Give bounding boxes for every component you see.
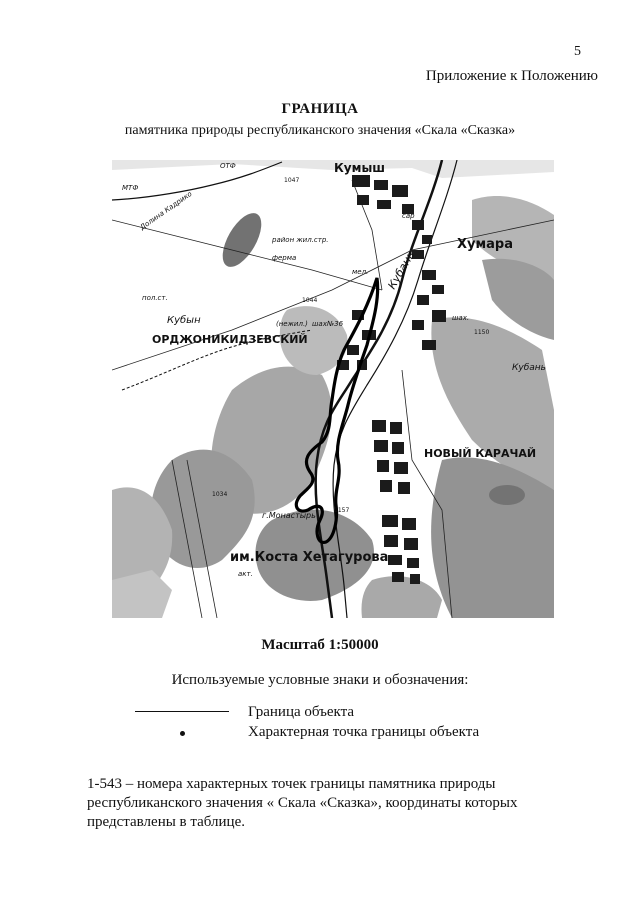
label-elev-1044: 1044 — [302, 297, 318, 304]
label-ferma: ферма — [272, 254, 297, 262]
label-elev-1047: 1047 — [284, 177, 300, 184]
label-kuban: Кубань — [385, 249, 418, 292]
label-shakh2: шах№36 — [312, 320, 344, 328]
label-sar: сар — [402, 212, 415, 220]
label-kosta-khetagurova: им.Коста Хетагурова — [230, 550, 389, 565]
page-number: 5 — [574, 44, 581, 59]
footnote: 1-543 – номера характерных точек границы памятника природы республиканского значения « Скала «Сказка», координаты которых представлены в таблице. — [87, 776, 518, 830]
label-elev-1157: 1157 — [334, 507, 350, 514]
label-rayon-zhil: район жил.стр. — [272, 236, 329, 244]
label-monastyr: г.Монастырь — [262, 511, 316, 520]
label-otf: ОТФ — [220, 162, 236, 170]
legend-heading: Используемые условные знаки и обозначения: — [171, 672, 469, 688]
label-kubyn: Кубын — [167, 315, 201, 326]
label-elev-1150: 1150 — [474, 329, 490, 336]
label-mel: мел. — [352, 268, 369, 276]
label-dolina-kadriko: Долина Кадрико — [138, 189, 194, 232]
map-scale: Масштаб 1:50000 — [261, 637, 379, 653]
label-novy-karachay: НОВЫЙ КАРАЧАЙ — [424, 447, 537, 460]
document-title: ГРАНИЦА — [281, 101, 359, 117]
appendix-label: Приложение к Положению — [425, 68, 598, 84]
label-ordzhonikidzevsky: ОРДЖОНИКИДЗЕВСКИЙ — [152, 333, 308, 346]
map-svg — [112, 160, 554, 618]
label-kumysh: Кумыш — [334, 161, 386, 175]
label-nezhil: (нежил.) — [276, 320, 308, 328]
label-khumara: Хумара — [457, 237, 513, 252]
label-elev-1034: 1034 — [212, 491, 228, 498]
document-subtitle: памятника природы республиканского значения «Скала «Сказка» — [124, 123, 516, 138]
legend-label-point: Характерная точка границы объекта — [248, 724, 480, 740]
label-poly-st: пол.ст. — [142, 294, 168, 302]
legend-dot-symbol — [180, 731, 185, 736]
label-mtf: МТФ — [122, 184, 139, 192]
legend-label-boundary: Граница объекта — [248, 704, 355, 720]
legend-line-symbol — [135, 711, 229, 712]
label-shakh: шах. — [452, 314, 470, 322]
topographic-map — [112, 160, 554, 618]
label-kuban-right: Кубань — [512, 363, 546, 373]
label-akt: акт. — [238, 570, 253, 578]
